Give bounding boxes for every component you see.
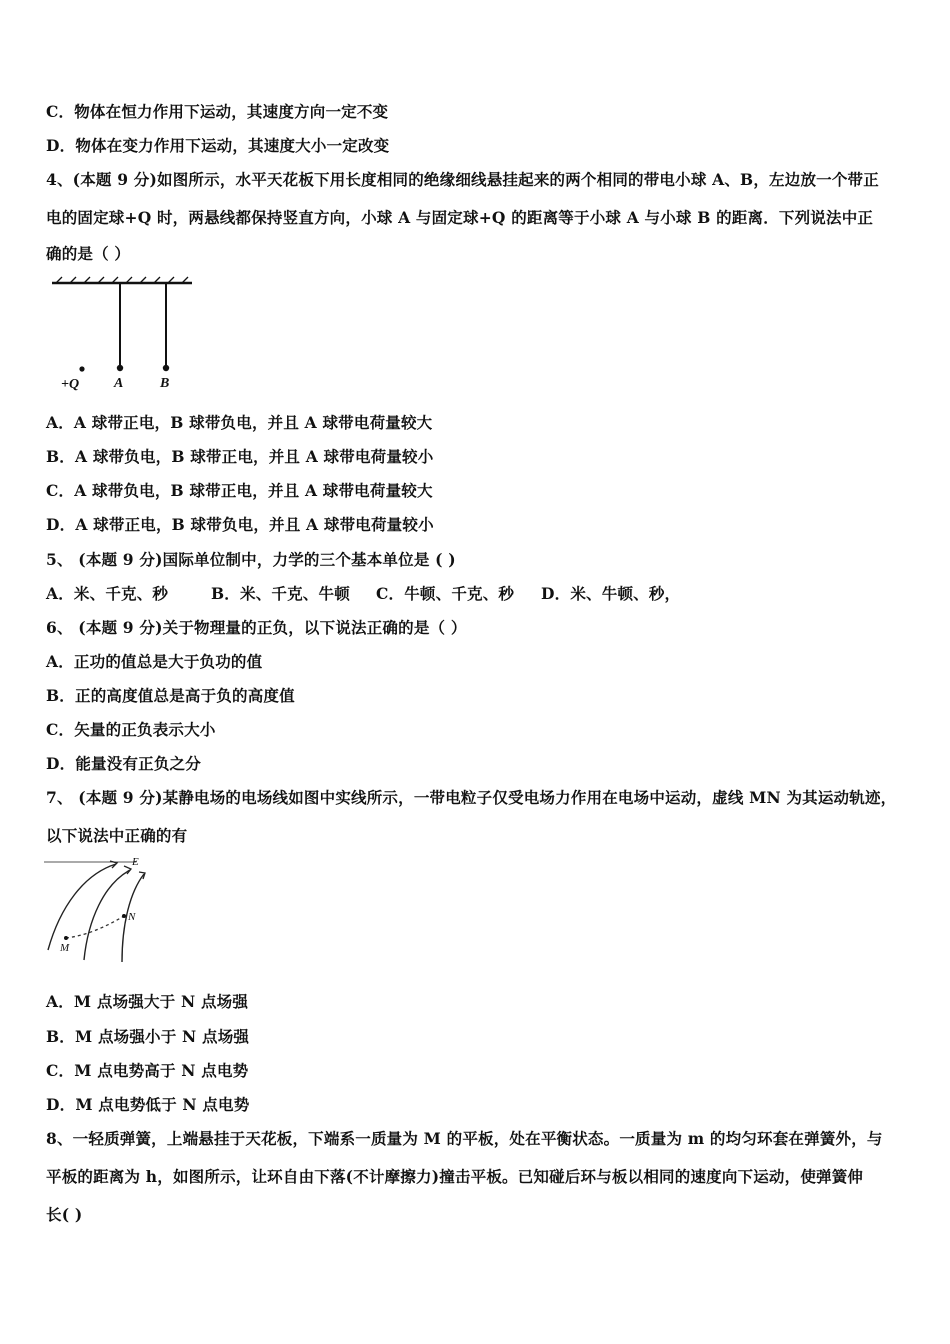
ball-b [163,365,169,371]
ball-q [79,366,84,371]
q4-option-a: A．A 球带正电，B 球带负电，并且 A 球带电荷量较大 [46,413,433,432]
q6-option-b: B．正的高度值总是高于负的高度值 [46,686,295,705]
trajectory-mn [66,916,124,938]
label-n: N [128,911,136,923]
q6-option-d: D．能量没有正负之分 [46,754,201,773]
q7-option-b: B．M 点场强小于 N 点场强 [46,1027,250,1046]
q7-stem-line-2: 以下说法中正确的有 [46,826,188,845]
q4-option-c: C．A 球带负电，B 球带正电，并且 A 球带电荷量较大 [46,481,433,500]
q4-stem-line-3: 确的是（ ） [46,244,131,263]
q7-stem-line-1: 7、 (本题 9 分)某静电场的电场线如图中实线所示，一带电粒子仅受电场力作用在电场中运动，虚线 MN 为其运动轨迹， [46,788,897,807]
point-n [122,914,126,918]
q8-stem-line-2: 平板的距离为 h，如图所示，让环自由下落(不计摩擦力)撞击平板。已知碰后环与板以相同的速度向下运动，使弹簧伸 [46,1167,864,1186]
q5-stem: 5、 (本题 9 分)国际单位制中，力学的三个基本单位是 ( ) [46,550,456,569]
q4-option-b: B．A 球带负电，B 球带正电，并且 A 球带电荷量较小 [46,447,434,466]
q6-option-a: A．正功的值总是大于负功的值 [46,652,263,671]
q6-stem: 6、 (本题 9 分)关于物理量的正负，以下说法正确的是（ ） [46,618,467,637]
q7-option-d: D．M 点电势低于 N 点电势 [46,1095,250,1114]
field-line-1 [48,864,116,950]
q7-option-c: C．M 点电势高于 N 点电势 [46,1061,249,1080]
q5-option-c: C．牛顿、千克、秒 [376,584,515,603]
q3-option-c: C．物体在恒力作用下运动，其速度方向一定不变 [46,102,389,121]
q7-figure-field-lines [44,852,154,967]
q5-option-d: D．米、牛顿、秒， [541,584,681,603]
q8-stem-line-3: 长( ) [46,1205,83,1224]
ball-a [117,365,123,371]
label-m: M [60,942,70,954]
q4-option-d: D．A 球带正电，B 球带负电，并且 A 球带电荷量较小 [46,515,434,534]
q4-figure-hanging-balls [48,276,198,396]
q7-option-a: A．M 点场强大于 N 点场强 [46,992,249,1011]
label-b: B [160,376,170,391]
point-m [64,936,68,940]
q3-option-d: D．物体在变力作用下运动，其速度大小一定改变 [46,136,390,155]
label-a: A [114,376,124,391]
q4-stem-line-2: 电的固定球+Q 时，两悬线都保持竖直方向，小球 A 与固定球+Q 的距离等于小球 A 与小球 B 的距离．下列说法中正 [46,208,874,227]
label-q: +Q [61,377,80,392]
q5-option-b: B．米、千克、牛顿 [211,584,350,603]
q4-stem-line-1: 4、(本题 9 分)如图所示，水平天花板下用长度相同的绝缘细线悬挂起来的两个相同的带电小球 A、B，左边放一个带正 [46,170,879,189]
q6-option-c: C．矢量的正负表示大小 [46,720,216,739]
q5-option-a: A．米、千克、秒 [46,584,169,603]
label-e: E [132,856,139,868]
q8-stem-line-1: 8、一轻质弹簧，上端悬挂于天花板，下端系一质量为 M 的平板，处在平衡状态。一质量为 m 的均匀环套在弹簧外，与 [46,1129,883,1148]
q5-options [46,584,680,604]
